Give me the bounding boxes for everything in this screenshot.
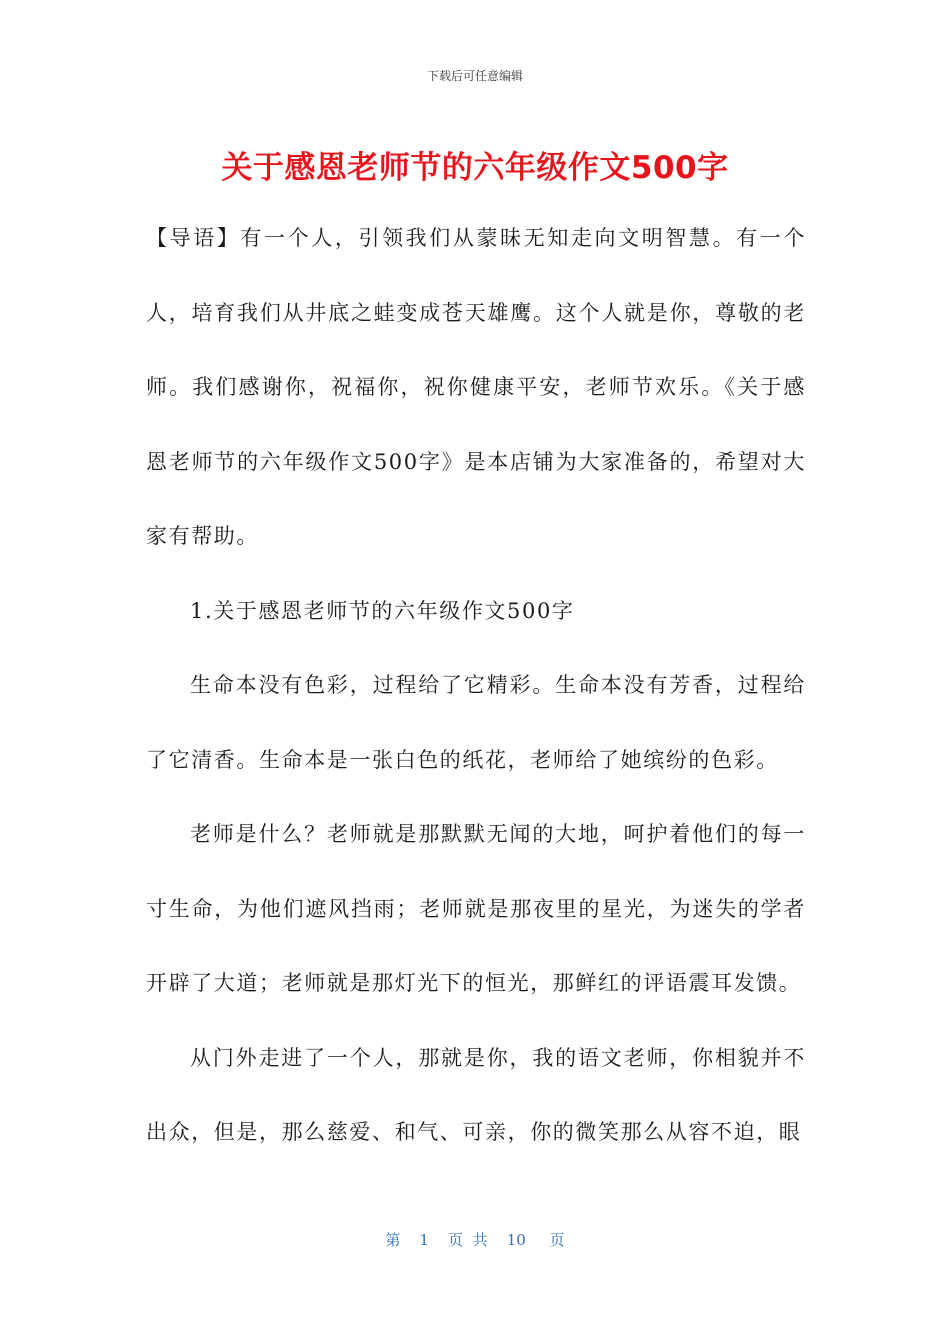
- footer-page-label: 第: [385, 1231, 401, 1249]
- body-paragraph-1: 生命本没有色彩，过程给了它精彩。生命本没有芳香，过程给了它清香。生命本是一张白色的纸花，老师给了她缤纷的色彩。: [146, 673, 806, 772]
- body-paragraph-3: 从门外走进了一个人，那就是你，我的语文老师，你相貌并不出众，但是，那么慈爱、和气、可亲，你的微笑那么从容不迫，眼: [146, 1045, 806, 1144]
- footer-total-unit: 页: [549, 1231, 565, 1249]
- document-body: [146, 201, 806, 1170]
- footer-page-unit: 页: [448, 1231, 464, 1249]
- footer-page-number: 1: [419, 1231, 429, 1249]
- body-paragraph-2: 老师是什么？老师就是那默默无闻的大地，呵护着他们的每一寸生命，为他们遮风挡雨；老师就是那夜里的星光，为迷失的学者开辟了大道；老师就是那灯光下的恒光，那鲜红的评语震耳发馈。: [146, 822, 806, 995]
- section-heading: 1.关于感恩老师节的六年级作文500字: [190, 598, 575, 623]
- footer-total-pages: 10: [506, 1231, 526, 1249]
- header-note: 下载后可任意编辑: [426, 69, 523, 83]
- footer-total-label: 共: [472, 1231, 488, 1249]
- intro-paragraph: 【导语】有一个人，引领我们从蒙昧无知走向文明智慧。有一个人，培育我们从井底之蛙变成苍天雄鹰。这个人就是你，尊敬的老师。我们感谢你，祝福你，祝你健康平安，老师节欢乐。《关于感恩老师节的六年级作文500字》是本店铺为大家准备的，希望对大家有帮助。: [146, 226, 806, 548]
- page-footer: [0, 1229, 950, 1250]
- document-title: 关于感恩老师节的六年级作文500字: [221, 150, 729, 186]
